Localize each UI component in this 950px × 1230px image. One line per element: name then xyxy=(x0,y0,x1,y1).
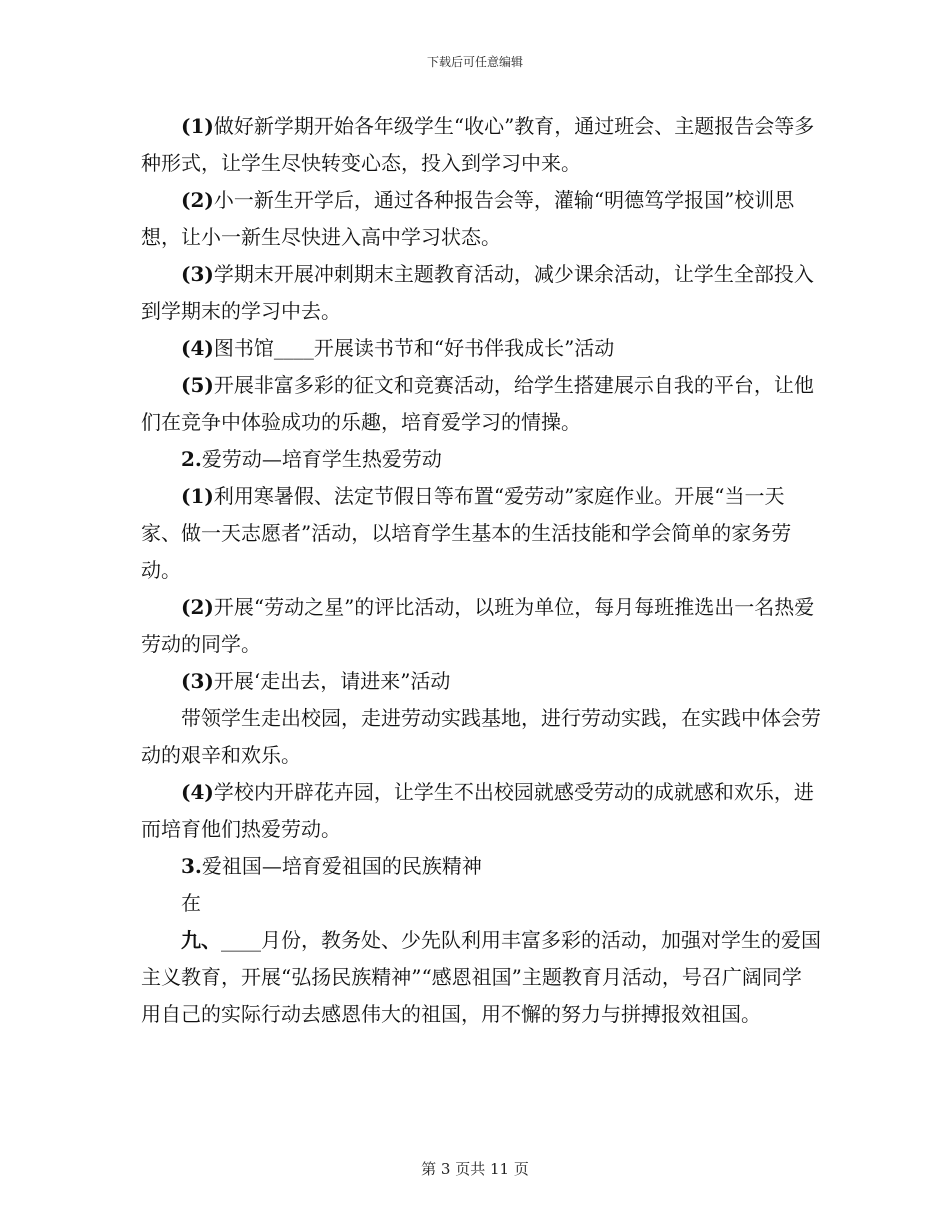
paragraph xyxy=(141,367,821,441)
item-number: 九、 xyxy=(181,928,221,952)
page-footer: 第 3 页共 11 页 xyxy=(421,1160,529,1178)
section-number: 3. xyxy=(181,854,202,878)
paragraph xyxy=(141,256,821,330)
paragraph-text: 开展‘走出去，请进来”活动 xyxy=(213,669,451,693)
paragraph-text: 学期末开展冲刺期末主题教育活动，减少课余活动，让学生全部投入到学期末的学习中去。 xyxy=(141,262,814,323)
paragraph xyxy=(141,182,821,256)
item-number: (3) xyxy=(181,669,214,693)
paragraph-text: 开展“劳动之星”的评比活动，以班为单位，每月每班推选出一名热爱劳动的同学。 xyxy=(141,595,815,656)
section-heading xyxy=(141,848,821,885)
item-number: (4) xyxy=(181,336,214,360)
paragraph xyxy=(141,663,821,700)
paragraph xyxy=(141,774,821,848)
document-body xyxy=(141,108,821,1033)
paragraph-text: 利用寒暑假、法定节假日等布置“爱劳动”家庭作业。开展“当一天家、做一天志愿者”活动，以培育学生基本的生活技能和学会简单的家务劳动。 xyxy=(141,484,792,582)
item-number: (4) xyxy=(181,780,214,804)
section-heading xyxy=(141,441,821,478)
section-number: 2. xyxy=(181,447,202,471)
item-number: (2) xyxy=(181,188,214,212)
paragraph-text: 小一新生开学后，通过各种报告会等，灌输“明德笃学报国”校训思想，让小一新生尽快进入高中学习状态。 xyxy=(141,188,795,249)
paragraph-text: 做好新学期开始各年级学生“收心”教育，通过班会、主题报告会等多种形式，让学生尽快转变心态，投入到学习中来。 xyxy=(141,114,815,175)
paragraph-text: 图书馆____开展读书节和“好书伴我成长”活动 xyxy=(213,336,615,360)
paragraph xyxy=(141,589,821,663)
paragraph-text: ____月份，教务处、少先队利用丰富多彩的活动，加强对学生的爱国主义教育，开展“弘扬民族精神”“感恩祖国”主题教育月活动，号召广阔同学用自己的实际行动去感恩伟大的祖国，用不懈的努力与拼搏报效祖国。 xyxy=(141,928,821,1026)
paragraph xyxy=(141,885,821,922)
paragraph-text: 在 xyxy=(181,891,201,915)
paragraph xyxy=(141,108,821,182)
item-number: (1) xyxy=(181,484,214,508)
page-header: 下载后可任意编辑 xyxy=(426,55,523,69)
paragraph-text: 开展非富多彩的征文和竞赛活动，给学生搭建展示自我的平台，让他们在竞争中体验成功的乐趣，培育爱学习的情操。 xyxy=(141,373,814,434)
section-title: 爱劳动—培育学生热爱劳动 xyxy=(201,447,442,471)
item-number: (1) xyxy=(181,114,214,138)
paragraph xyxy=(141,330,821,367)
item-number: (3) xyxy=(181,262,214,286)
paragraph xyxy=(141,700,821,774)
section-title: 爱祖国—培育爱祖国的民族精神 xyxy=(201,854,482,878)
paragraph-text: 学校内开辟花卉园，让学生不出校园就感受劳动的成就感和欢乐，进而培育他们热爱劳动。 xyxy=(141,780,814,841)
item-number: (5) xyxy=(181,373,214,397)
paragraph xyxy=(141,478,821,589)
paragraph-text: 带领学生走出校园，走进劳动实践基地，进行劳动实践，在实践中体会劳动的艰辛和欢乐。 xyxy=(141,706,821,767)
paragraph xyxy=(141,922,821,1033)
item-number: (2) xyxy=(181,595,214,619)
